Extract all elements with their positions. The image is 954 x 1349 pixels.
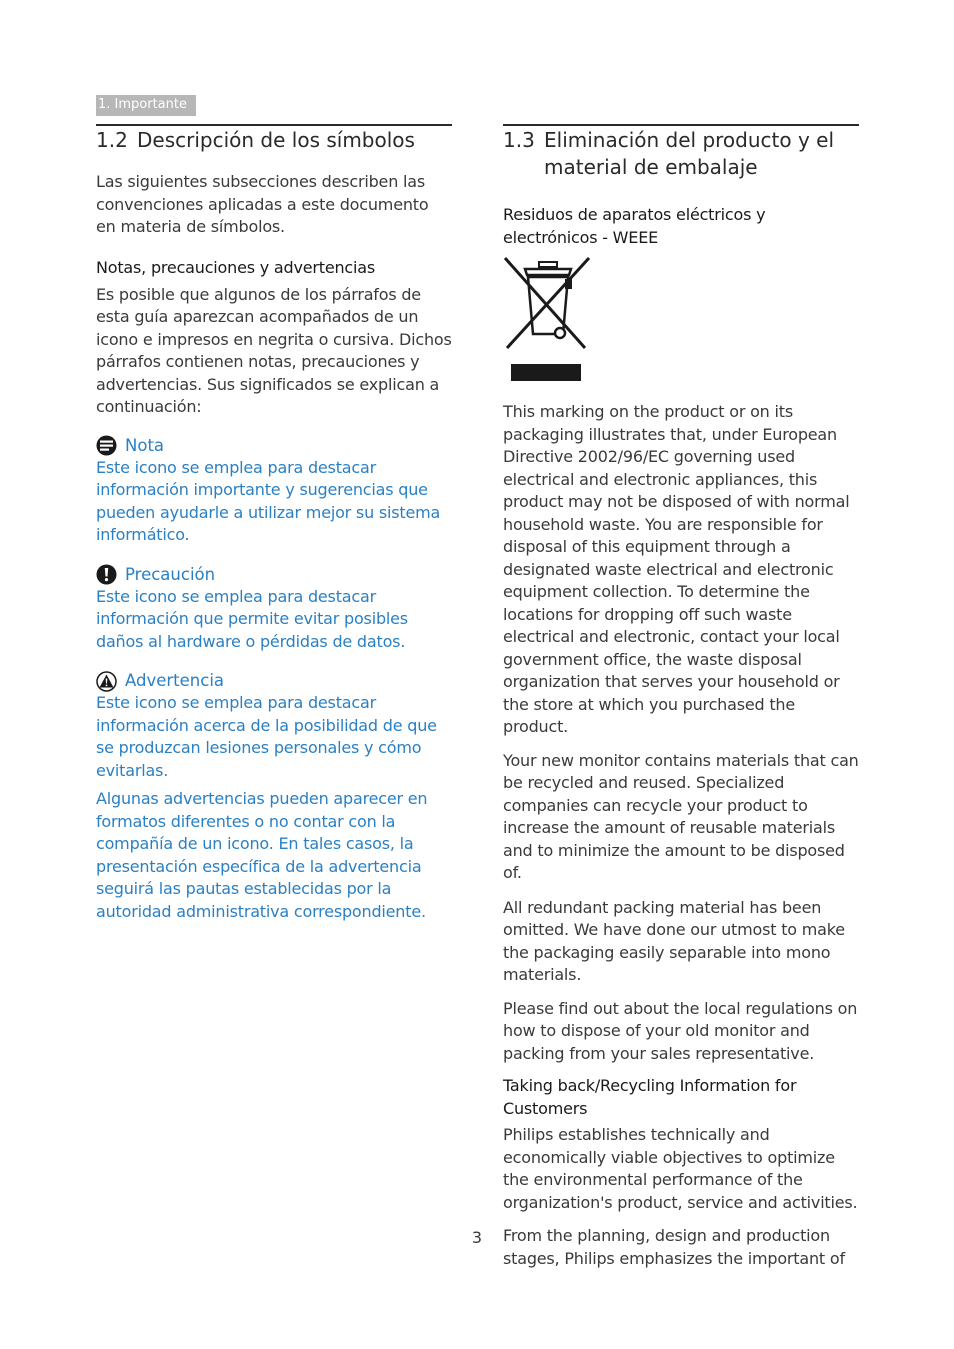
note-icon: [96, 435, 117, 456]
weee-symbol: [503, 254, 593, 384]
heading-number: 1.2: [96, 128, 128, 152]
right-column: [503, 124, 859, 1270]
advertencia-heading: [96, 670, 452, 692]
crossed-out-wheelie-bin-icon: [503, 254, 593, 354]
heading-text: Descripción de los símbolos: [137, 128, 415, 152]
left-column: [96, 124, 452, 923]
heading-rule: [503, 124, 859, 126]
notes-subheading: Notas, precauciones y advertencias: [96, 257, 375, 277]
weee-paragraph-4: Please find out about the local regulations on how to dispose of your old monitor and packing from your sales representative.: [503, 998, 858, 1063]
precaucion-heading: [96, 564, 452, 586]
page-number: 3: [471, 1228, 483, 1247]
precaucion-paragraph: Este icono se emplea para destacar información que permite evitar posibles daños al hardware o pérdidas de datos.: [96, 586, 408, 651]
advertencia-paragraph: Este icono se emplea para destacar información acerca de la posibilidad de que se produzcan lesiones personales y cómo evitarlas.: [96, 693, 437, 780]
heading-rule: [96, 124, 452, 126]
precaucion-title: Precaución: [125, 564, 216, 584]
recycling-paragraph-1: Philips establishes technically and economically viable objectives to optimize the environmental performance of the organization's product, service and activities.: [503, 1125, 858, 1212]
section-heading-1-3: [503, 127, 859, 181]
recycling-subheading: Taking back/Recycling Information for Customers: [503, 1076, 797, 1118]
weee-paragraph-1: This marking on the product or on its packaging illustrates that, under European Directive 2002/96/EC governing used electrical and electronic appliances, this product may not be disposed of with normal household waste. You are responsible for disposal of this equipment through a designated waste electrical and electronic equipment collection. To determine the locations for dropping off such waste electrical and electronic, contact your local government office, the waste disposal organization that serves your household or the store at which you purchased the product.: [503, 402, 850, 736]
intro-paragraph: Las siguientes subsecciones describen las convenciones aplicadas a este documento en materia de símbolos.: [96, 172, 429, 236]
caution-icon: [96, 564, 117, 585]
section-heading-1-2: [96, 127, 452, 154]
advertencia-extra-paragraph: Algunas advertencias pueden aparecer en formatos diferentes o no contar con la compañía de un icono. En tales casos, la presentación específica de la advertencia seguirá las pautas establecidas por la autoridad administrativa correspondiente.: [96, 789, 428, 921]
heading-number: 1.3: [503, 128, 535, 152]
warning-icon: [96, 671, 117, 692]
section-tag: 1. Importante: [96, 95, 196, 116]
advertencia-title: Advertencia: [125, 671, 225, 690]
weee-subheading: Residuos de aparatos eléctricos y electrónicos - WEEE: [503, 205, 766, 247]
heading-text: Eliminación del producto y el material de embalaje: [544, 128, 835, 179]
nota-title: Nota: [125, 435, 165, 455]
recycling-paragraph-2: From the planning, design and production stages, Philips emphasizes the important of: [503, 1226, 845, 1268]
weee-black-bar: [511, 364, 581, 381]
notes-paragraph: Es posible que algunos de los párrafos de esta guía aparezcan acompañados de un icono e impresos en negrita o cursiva. Dichos párrafos contienen notas, precauciones y advertencias. Sus significados se explican a continuación:: [96, 284, 452, 416]
weee-paragraph-3: All redundant packing material has been omitted. We have done our utmost to make the packaging easily separable into mono materials.: [503, 897, 845, 984]
weee-paragraph-2: Your new monitor contains materials that can be recycled and reused. Specialized companies can recycle your product to increase the amount of reusable materials and to minimize the amount to be disposed of.: [503, 750, 859, 882]
nota-paragraph: Este icono se emplea para destacar información importante y sugerencias que pueden ayudarle a utilizar mejor su sistema informático.: [96, 457, 441, 544]
nota-heading: [96, 435, 452, 457]
